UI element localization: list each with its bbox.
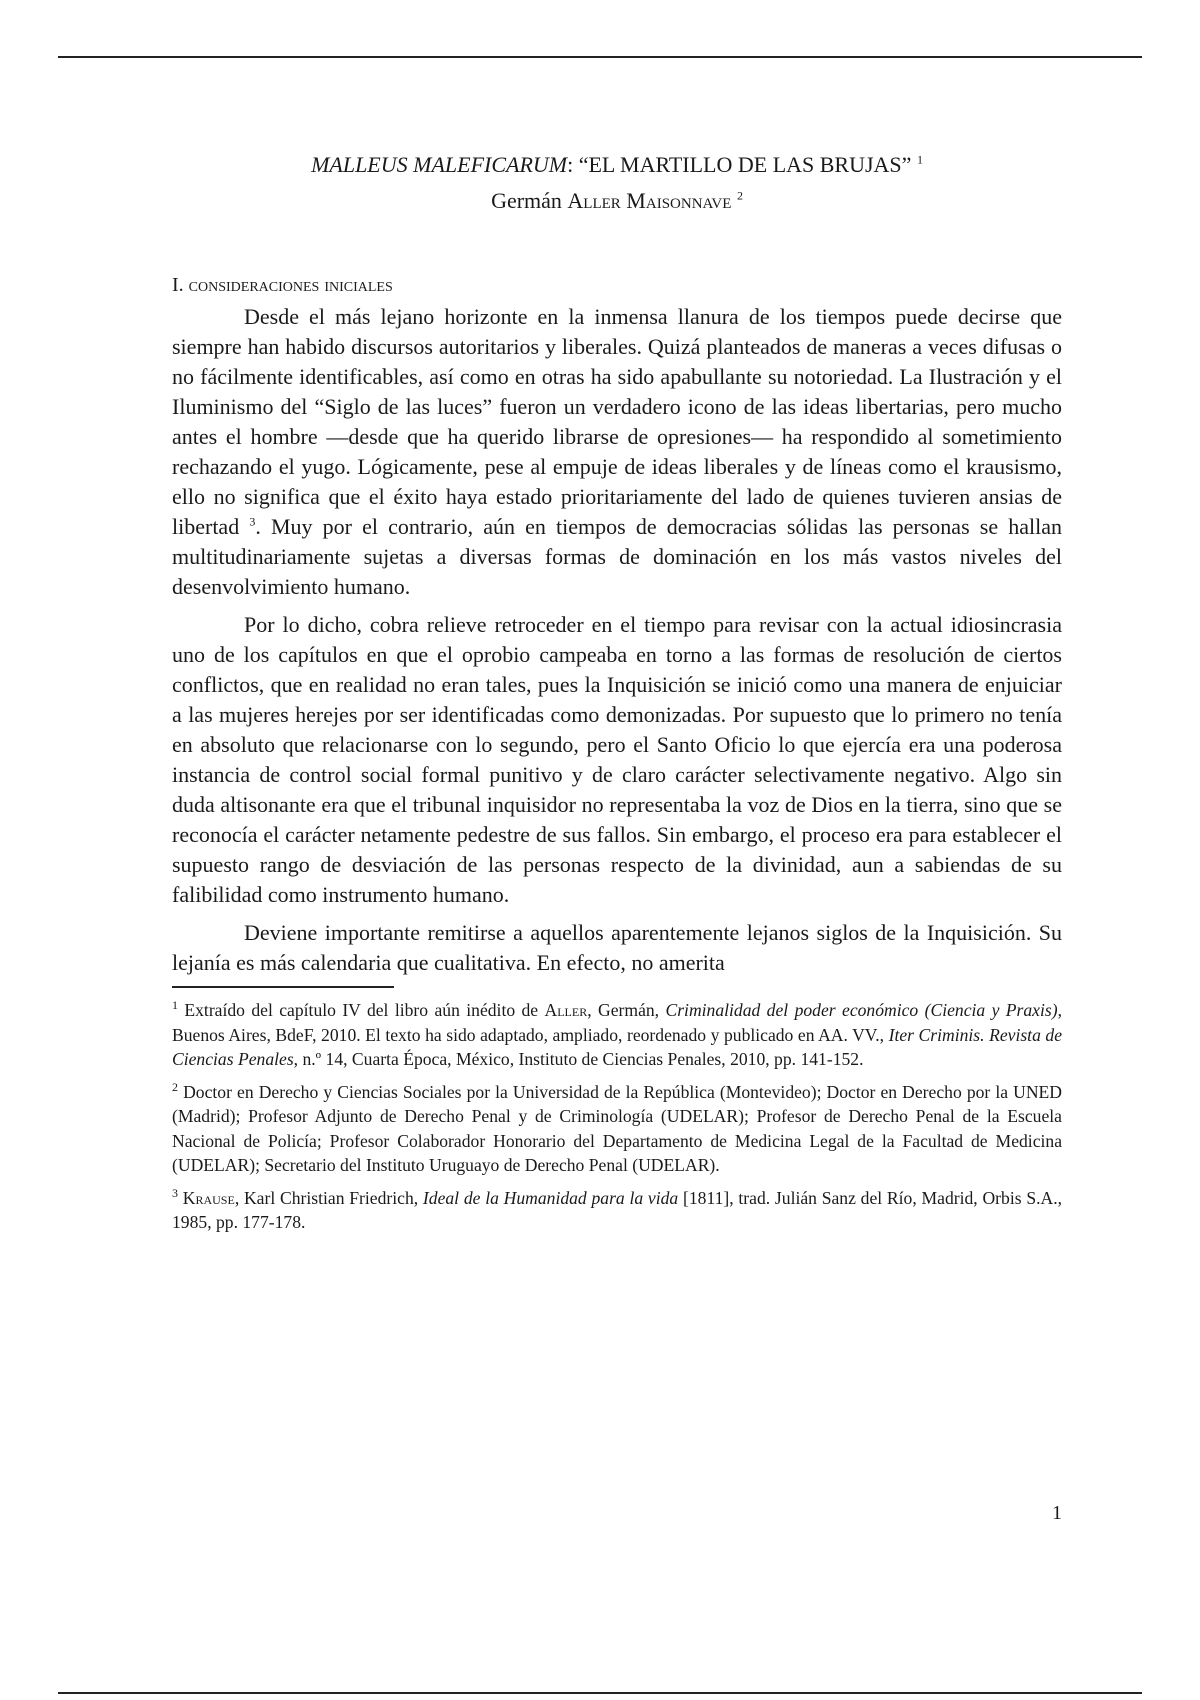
- footnote-2-number: 2: [172, 1079, 178, 1094]
- footnote-1-text-2: , Germán,: [587, 1000, 666, 1020]
- author-last-name: Aller Maisonnave: [567, 188, 732, 213]
- footnote-3-text-2: [1811], trad. Julián Sanz del Río, Madrid, Orbis S.A., 1985, pp. 177-178.: [172, 1187, 1063, 1232]
- footnote-ref-2[interactable]: 2: [736, 188, 743, 203]
- footnote-3-text-1: , Karl Christian Friedrich,: [234, 1187, 423, 1208]
- paragraph-1-text-a: Desde el más lejano horizonte en la inmensa llanura de los tiempos puede decirse que siempre han habido discursos autoritarios y liberales. Quizá planteados de maneras a veces difusas o no fácilmente identificables, así como en otras ha sido apabullante su notoriedad. La Ilustración y el Iluminismo del “Siglo de las luces” fueron un verdadero icono de las ideas libertarias, pero mucho antes el hombre —desde que ha querido librarse de opresiones— ha respondido al sometimiento rechazando el yugo. Lógicamente, pese al empuje de ideas liberales y de líneas como el krausismo, ello no significa que el éxito haya estado prioritariamente del lado de quienes tuvieren ansias de libertad: [172, 304, 1062, 539]
- paragraph-2: Por lo dicho, cobra relieve retroceder en el tiempo para revisar con la actual idiosincrasia uno de los capítulos en que el oprobio campeaba en torno a las formas de resolución de ciertos conflictos, que en realidad no eran tales, pues la Inquisición se inició como una manera de enjuiciar a las mujeres herejes por ser identificadas como demonizadas. Por supuesto que lo primero no tenía en absoluto que relacionarse con lo segundo, pero el Santo Oficio lo que ejercía era una poderosa instancia de control social formal punitivo y de claro carácter selectivamente negativo. Algo sin duda altisonante era que el tribunal inquisidor no representaba la voz de Dios en la tierra, sino que se reconocía el carácter netamente pedestre de sus fallos. Sin embargo, el proceso era para establecer el supuesto rango de desviación de las personas respecto de la divinidad, aun a sabiendas de su falibilidad como instrumento humano.: [172, 612, 1062, 907]
- footnote-ref-1[interactable]: 1: [916, 152, 923, 167]
- footnote-1: [172, 998, 1062, 1072]
- page-number: 1: [1052, 1502, 1062, 1524]
- paragraph-1: [172, 302, 1062, 602]
- footnote-1-text-1: Extraído del capítulo IV del libro aún inédito de: [178, 1000, 545, 1020]
- footnote-1-author: Aller: [544, 1000, 588, 1020]
- section-heading: I. consideraciones iniciales: [172, 274, 393, 296]
- document-page: [172, 150, 1062, 1243]
- footnote-1-text-3: , Buenos Aires, BdeF, 2010. El texto ha sido adaptado, ampliado, reordenado y publicado en AA. VV.,: [172, 1000, 1062, 1045]
- title-rest: : “EL MARTILLO DE LAS BRUJAS”: [567, 152, 912, 177]
- footnote-1-number: 1: [172, 998, 178, 1013]
- footnote-3-number: 3: [172, 1185, 178, 1200]
- top-rule: [58, 56, 1142, 58]
- footnote-1-book-title: Criminalidad del poder económico (Ciencia y Praxis): [665, 1000, 1058, 1020]
- paragraph-3: Deviene importante remitirse a aquellos aparentemente lejanos siglos de la Inquisición. Su lejanía es más calendaria que cualitativa. En efecto, no amerita: [172, 920, 1062, 975]
- author-line: [172, 186, 1062, 216]
- footnote-separator: [172, 986, 394, 988]
- footnote-3-author: Krause: [178, 1187, 235, 1208]
- bottom-rule: [58, 1692, 1142, 1694]
- footnote-3-book-title: Ideal de la Humanidad para la vida: [422, 1187, 679, 1208]
- title-italic: MALLEUS MALEFICARUM: [311, 152, 568, 177]
- footnote-1-journal-title: Iter Criminis. Revista de Ciencias Penales: [172, 1024, 1063, 1069]
- paragraph-1-text-b: . Muy por el contrario, aún en tiempos de democracias sólidas las personas se hallan multitudinariamente sujetas a diversas formas de dominación en los más vastos niveles del desenvolvimiento humano.: [172, 514, 1062, 599]
- footnote-2: [172, 1080, 1062, 1178]
- document-title: [172, 150, 1062, 180]
- footnote-3: [172, 1186, 1062, 1235]
- footnote-2-text: Doctor en Derecho y Ciencias Sociales por la Universidad de la República (Montevideo); Doctor en Derecho por la UNED (Madrid); Profesor Adjunto de Derecho Penal y de Criminología (UDELAR); Profesor de Derecho Penal de la Escuela Nacional de Policía; Profesor Colaborador Honorario del Departamento de Medicina Legal de la Facultad de Medicina (UDELAR); Secretario del Instituto Uruguayo de Derecho Penal (UDELAR).: [172, 1081, 1062, 1175]
- footnote-ref-3[interactable]: 3: [249, 514, 256, 529]
- author-first-name: Germán: [491, 188, 562, 213]
- footnote-1-text-4: , n.º 14, Cuarta Época, México, Instituto de Ciencias Penales, 2010, pp. 141-152.: [293, 1049, 864, 1069]
